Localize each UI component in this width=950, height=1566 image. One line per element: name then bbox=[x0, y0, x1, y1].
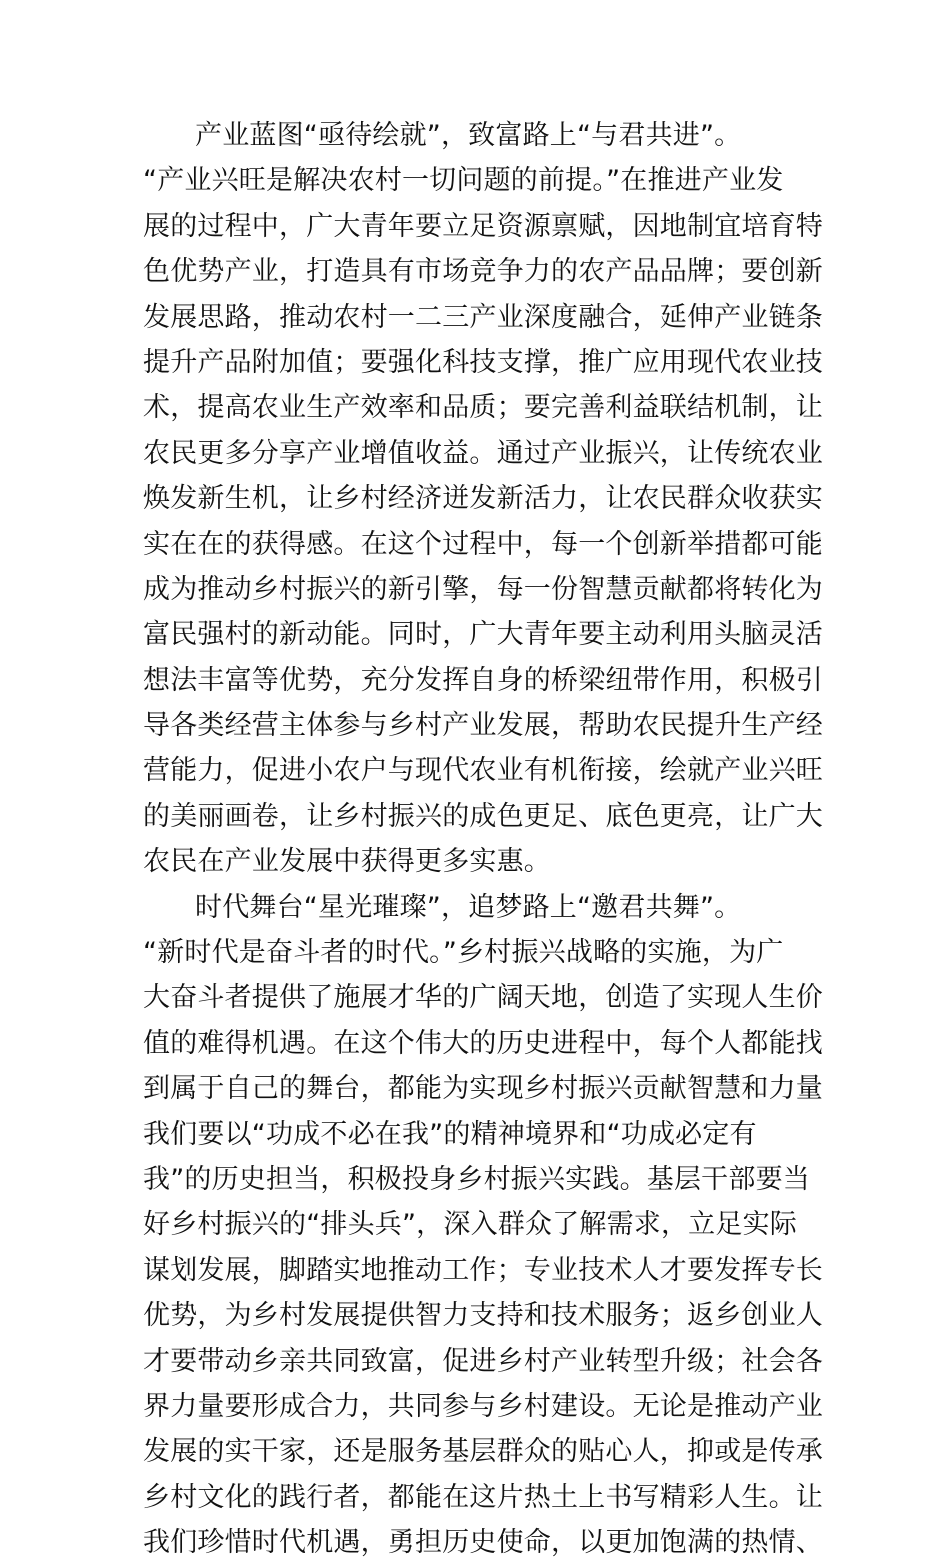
text-line: 实在在的获得感。在这个过程中，每一个创新举措都可能 bbox=[143, 528, 823, 560]
text-line: 农民更多分享产业增值收益。通过产业振兴，让传统农业 bbox=[143, 437, 823, 469]
text-line: 发展思路，推动农村一二三产业深度融合，延伸产业链条 bbox=[143, 301, 823, 333]
text-line: 农民在产业发展中获得更多实惠。 bbox=[143, 846, 551, 878]
paragraph bbox=[143, 885, 823, 1566]
text-line: 提升产品附加值；要强化科技支撑，推广应用现代农业技 bbox=[143, 346, 823, 378]
text-line: 富民强村的新动能。同时，广大青年要主动利用头脑灵活 bbox=[143, 619, 823, 651]
text-line: “新时代是奋斗者的时代。”乡村振兴战略的实施，为广 bbox=[143, 937, 784, 969]
text-line: 我们珍惜时代机遇，勇担历史使命，以更加饱满的热情、 bbox=[143, 1527, 823, 1559]
text-line: 营能力，促进小农户与现代农业有机衔接，绘就产业兴旺 bbox=[143, 755, 823, 787]
text-line: 时代舞台“星光璀璨”，追梦路上“邀君共舞”。 bbox=[195, 891, 742, 923]
text-line: 产业蓝图“亟待绘就”，致富路上“与君共进”。 bbox=[195, 120, 742, 151]
text-line: 术，提高农业生产效率和品质；要完善利益联结机制，让 bbox=[143, 392, 823, 424]
text-line: 导各类经营主体参与乡村产业发展，帮助农民提升生产经 bbox=[143, 710, 823, 742]
text-line: 值的难得机遇。在这个伟大的历史进程中，每个人都能找 bbox=[143, 1027, 823, 1059]
text-line: “产业兴旺是解决农村一切问题的前提。”在推进产业发 bbox=[143, 165, 784, 197]
text-line: 大奋斗者提供了施展才华的广阔天地，创造了实现人生价 bbox=[143, 982, 823, 1014]
text-line: 成为推动乡村振兴的新引擎，每一份智慧贡献都将转化为 bbox=[143, 573, 823, 605]
text-line: 优势，为乡村发展提供智力支持和技术服务；返乡创业人 bbox=[143, 1300, 823, 1332]
text-line: 焕发新生机，让乡村经济迸发新活力，让农民群众收获实 bbox=[143, 483, 823, 515]
text-line: 好乡村振兴的“排头兵”，深入群众了解需求，立足实际 bbox=[143, 1209, 797, 1241]
text-line: 发展的实干家，还是服务基层群众的贴心人，抑或是传承 bbox=[143, 1436, 823, 1468]
text-line: 我们要以“功成不必在我”的精神境界和“功成必定有 bbox=[143, 1118, 757, 1150]
paragraph bbox=[143, 113, 823, 885]
text-line: 乡村文化的践行者，都能在这片热土上书写精彩人生。让 bbox=[143, 1481, 823, 1513]
text-line: 的美丽画卷，让乡村振兴的成色更足、底色更亮，让广大 bbox=[143, 800, 823, 832]
text-line: 展的过程中，广大青年要立足资源禀赋，因地制宜培育特 bbox=[143, 210, 823, 242]
document-body bbox=[143, 113, 823, 1566]
text-line: 色优势产业，打造具有市场竞争力的农产品品牌；要创新 bbox=[143, 256, 823, 288]
text-line: 才要带动乡亲共同致富，促进乡村产业转型升级；社会各 bbox=[143, 1345, 823, 1377]
text-line: 想法丰富等优势，充分发挥自身的桥梁纽带作用，积极引 bbox=[143, 664, 823, 696]
text-line: 我”的历史担当，积极投身乡村振兴实践。基层干部要当 bbox=[143, 1163, 810, 1195]
text-line: 谋划发展，脚踏实地推动工作；专业技术人才要发挥专长 bbox=[143, 1254, 823, 1286]
text-line: 界力量要形成合力，共同参与乡村建设。无论是推动产业 bbox=[143, 1390, 823, 1422]
text-line: 到属于自己的舞台，都能为实现乡村振兴贡献智慧和力量 bbox=[143, 1073, 823, 1105]
